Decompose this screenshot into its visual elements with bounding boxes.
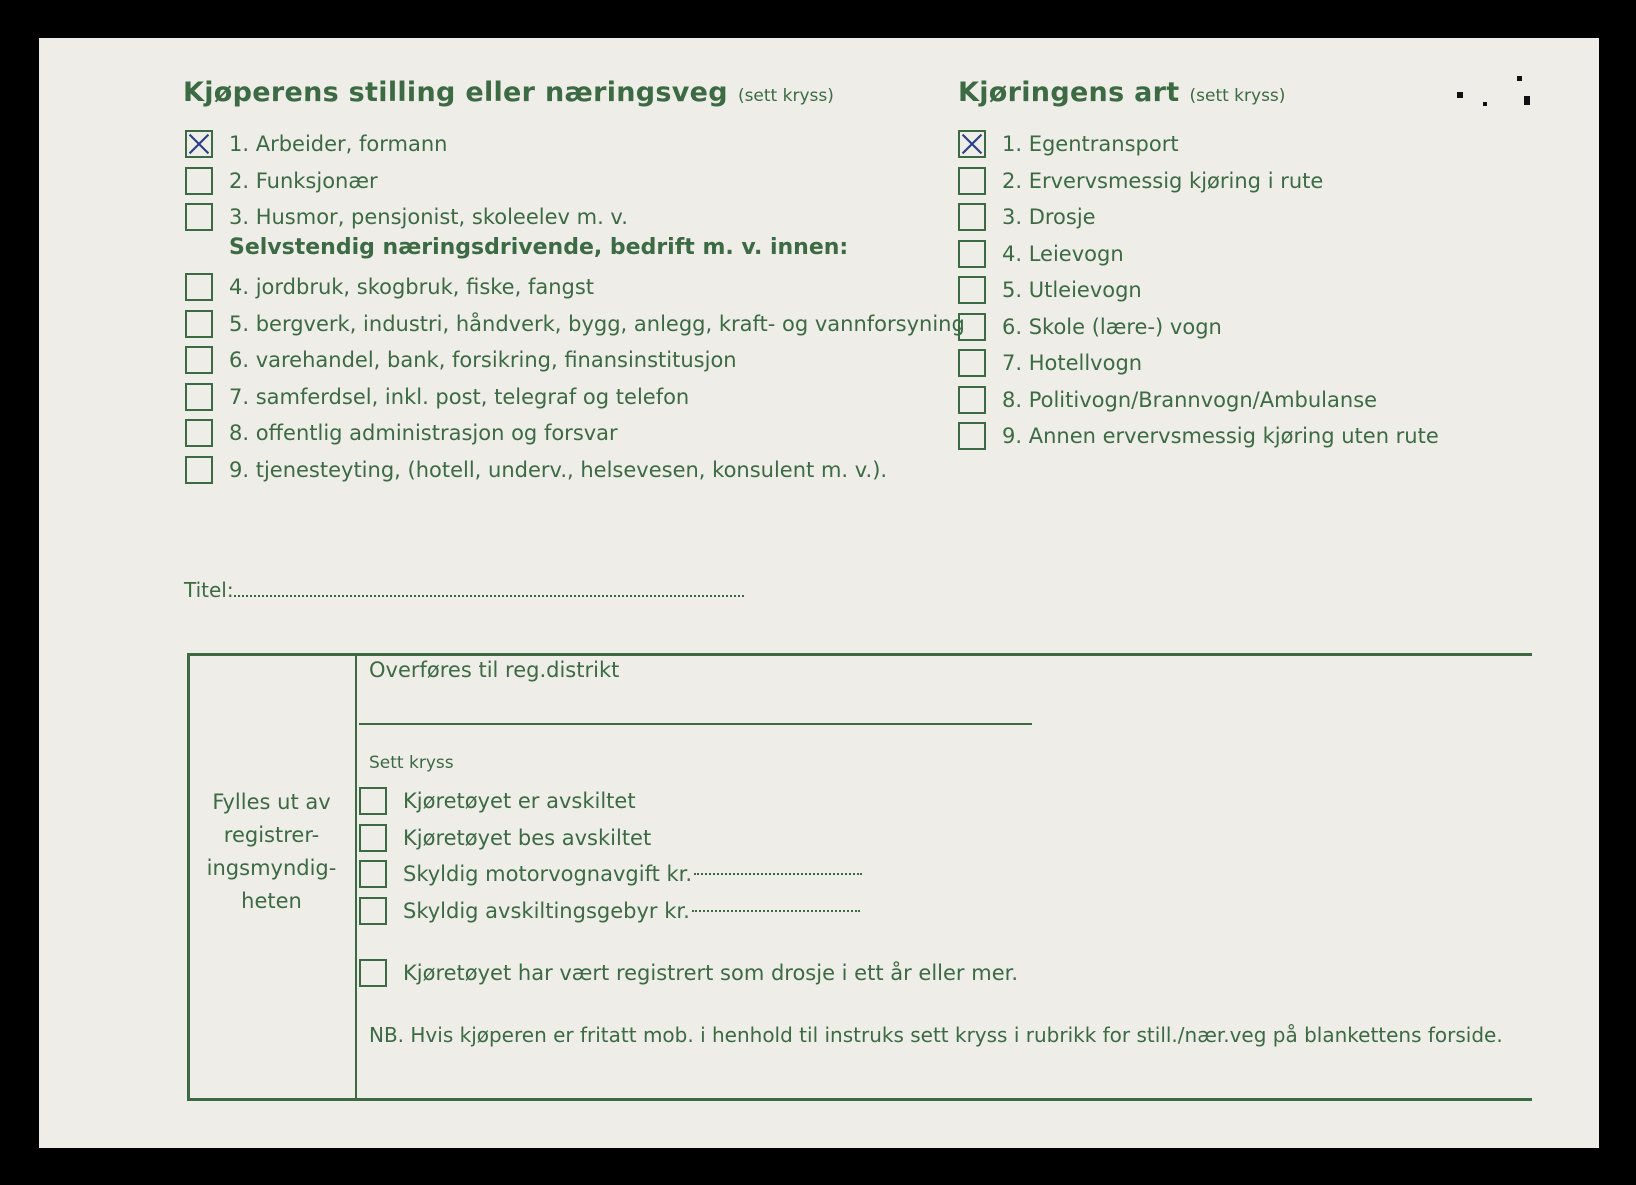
buyer-position-option-checkbox[interactable] [185,167,213,195]
registry-check-checkbox[interactable] [359,787,387,815]
driving-type-option-label: 4. Leievogn [1002,241,1124,266]
industry-option-row[interactable] [185,310,965,338]
driving-type-option-row[interactable] [958,349,1142,377]
driving-type-option-label: 5. Utleievogn [1002,278,1142,302]
frame-top-line [187,653,1532,656]
driving-type-option-label: 2. Ervervsmessig kjøring i rute [1002,168,1324,193]
nb-note: NB. Hvis kjøperen er fritatt mob. i henhold til instruks sett kryss i rubrikk for still./nær.veg på blankettens forside. [369,1023,1503,1047]
titel-label: Titel: [184,578,234,602]
registry-authority-note: Fylles ut av registrer-ingsmyndig-heten [206,790,337,913]
driving-type-option-checkbox[interactable] [958,130,986,158]
driving-type-option-checkbox[interactable] [958,422,986,450]
driving-type-option-label: 8. Politivogn/Brannvogn/Ambulanse [1002,387,1378,412]
transfer-district-label: Overføres til reg.distrikt [369,658,620,682]
buyer-position-option-row[interactable] [185,130,447,158]
form-sheet [39,38,1599,1148]
buyer-position-option-row[interactable] [185,167,378,195]
registry-check-row[interactable] [359,824,651,852]
transfer-district-input-line[interactable] [359,723,1032,725]
industry-option-label: 9. tjenesteyting, (hotell, underv., helsevesen, konsulent m. v.). [229,457,888,482]
driving-type-option-row[interactable] [958,276,1142,304]
registry-check-row[interactable] [359,787,636,815]
driving-type-option-label: 9. Annen ervervsmessig kjøring uten rute [1002,424,1439,448]
registry-check-label: Kjøretøyet bes avskiltet [403,825,652,850]
registry-check-checkbox[interactable] [359,824,387,852]
buyer-position-option-label: 2. Funksjonær [229,168,378,193]
registry-check-label: Kjøretøyet er avskiltet [403,789,636,813]
right-section-title: Kjøringens art (sett kryss) [958,77,1286,108]
registry-check-checkbox[interactable] [359,860,387,888]
industry-option-label: 6. varehandel, bank, forsikring, finansinstitusjon [229,348,737,372]
cross-mark-icon [187,132,211,156]
buyer-position-option-checkbox[interactable] [185,203,213,231]
industry-option-checkbox[interactable] [185,310,213,338]
scan-speck [1457,92,1463,98]
scan-speck [1483,102,1487,106]
driving-type-option-label: 7. Hotellvogn [1002,351,1143,375]
driving-type-option-checkbox[interactable] [958,240,986,268]
cross-mark-icon [960,132,984,156]
industry-option-row[interactable] [185,273,594,301]
driving-type-option-row[interactable] [958,422,1439,450]
driving-type-option-row[interactable] [958,167,1323,195]
scan-speck [1517,76,1522,81]
sett-kryss-label: Sett kryss [369,753,454,773]
driving-type-option-row[interactable] [958,130,1179,158]
driving-type-option-checkbox[interactable] [958,276,986,304]
titel-field[interactable] [184,578,744,602]
driving-type-option-label: 6. Skole (lære-) vogn [1002,314,1222,339]
driving-type-option-label: 1. Egentransport [1002,132,1179,156]
driving-type-option-checkbox[interactable] [958,349,986,377]
buyer-position-option-label: 3. Husmor, pensjonist, skoleelev m. v. [229,205,628,229]
registry-check-row[interactable] [359,897,860,925]
self-employed-subheading: Selvstendig næringsdrivende, bedrift m. v. innen: [229,235,849,260]
driving-type-option-row[interactable] [958,240,1124,268]
registry-check-amount-line[interactable] [694,873,862,875]
driving-type-option-checkbox[interactable] [958,203,986,231]
registry-check-label: Skyldig motorvognavgift kr. [403,862,693,886]
registry-check-checkbox[interactable] [359,897,387,925]
buyer-position-option-label: 1. Arbeider, formann [229,132,448,156]
industry-option-checkbox[interactable] [185,346,213,374]
industry-option-label: 7. samferdsel, inkl. post, telegraf og telefon [229,384,690,409]
buyer-position-option-checkbox[interactable] [185,130,213,158]
driving-type-option-row[interactable] [958,203,1096,231]
frame-divider-line [355,653,357,1098]
industry-option-label: 5. bergverk, industri, håndverk, bygg, anlegg, kraft- og vannforsyning [229,311,965,336]
drosje-check-row[interactable] [359,959,1018,987]
left-section-title: Kjøperens stilling eller næringsveg (sett kryss) [183,77,834,108]
industry-option-checkbox[interactable] [185,419,213,447]
industry-option-label: 4. jordbruk, skogbruk, fiske, fangst [229,275,595,299]
industry-option-row[interactable] [185,346,737,374]
drosje-checkbox[interactable] [359,959,387,987]
frame-left-line [187,653,190,1101]
driving-type-option-row[interactable] [958,386,1377,414]
drosje-check-label: Kjøretøyet har vært registrert som drosje i ett år eller mer. [403,961,1018,985]
driving-type-option-checkbox[interactable] [958,167,986,195]
industry-option-checkbox[interactable] [185,456,213,484]
industry-option-checkbox[interactable] [185,383,213,411]
industry-option-checkbox[interactable] [185,273,213,301]
driving-type-option-checkbox[interactable] [958,313,986,341]
buyer-position-option-row[interactable] [185,203,628,231]
titel-dotted-line [234,595,744,597]
registry-check-amount-line[interactable] [692,910,860,912]
driving-type-option-checkbox[interactable] [958,386,986,414]
industry-option-label: 8. offentlig administrasjon og forsvar [229,421,618,445]
industry-option-row[interactable] [185,383,689,411]
frame-bottom-line [187,1098,1532,1101]
driving-type-option-row[interactable] [958,313,1222,341]
registry-check-label: Skyldig avskiltingsgebyr kr. [403,898,690,923]
industry-option-row[interactable] [185,456,887,484]
industry-option-row[interactable] [185,419,618,447]
registry-check-row[interactable] [359,860,862,888]
scan-speck [1524,96,1530,105]
driving-type-option-label: 3. Drosje [1002,205,1096,229]
